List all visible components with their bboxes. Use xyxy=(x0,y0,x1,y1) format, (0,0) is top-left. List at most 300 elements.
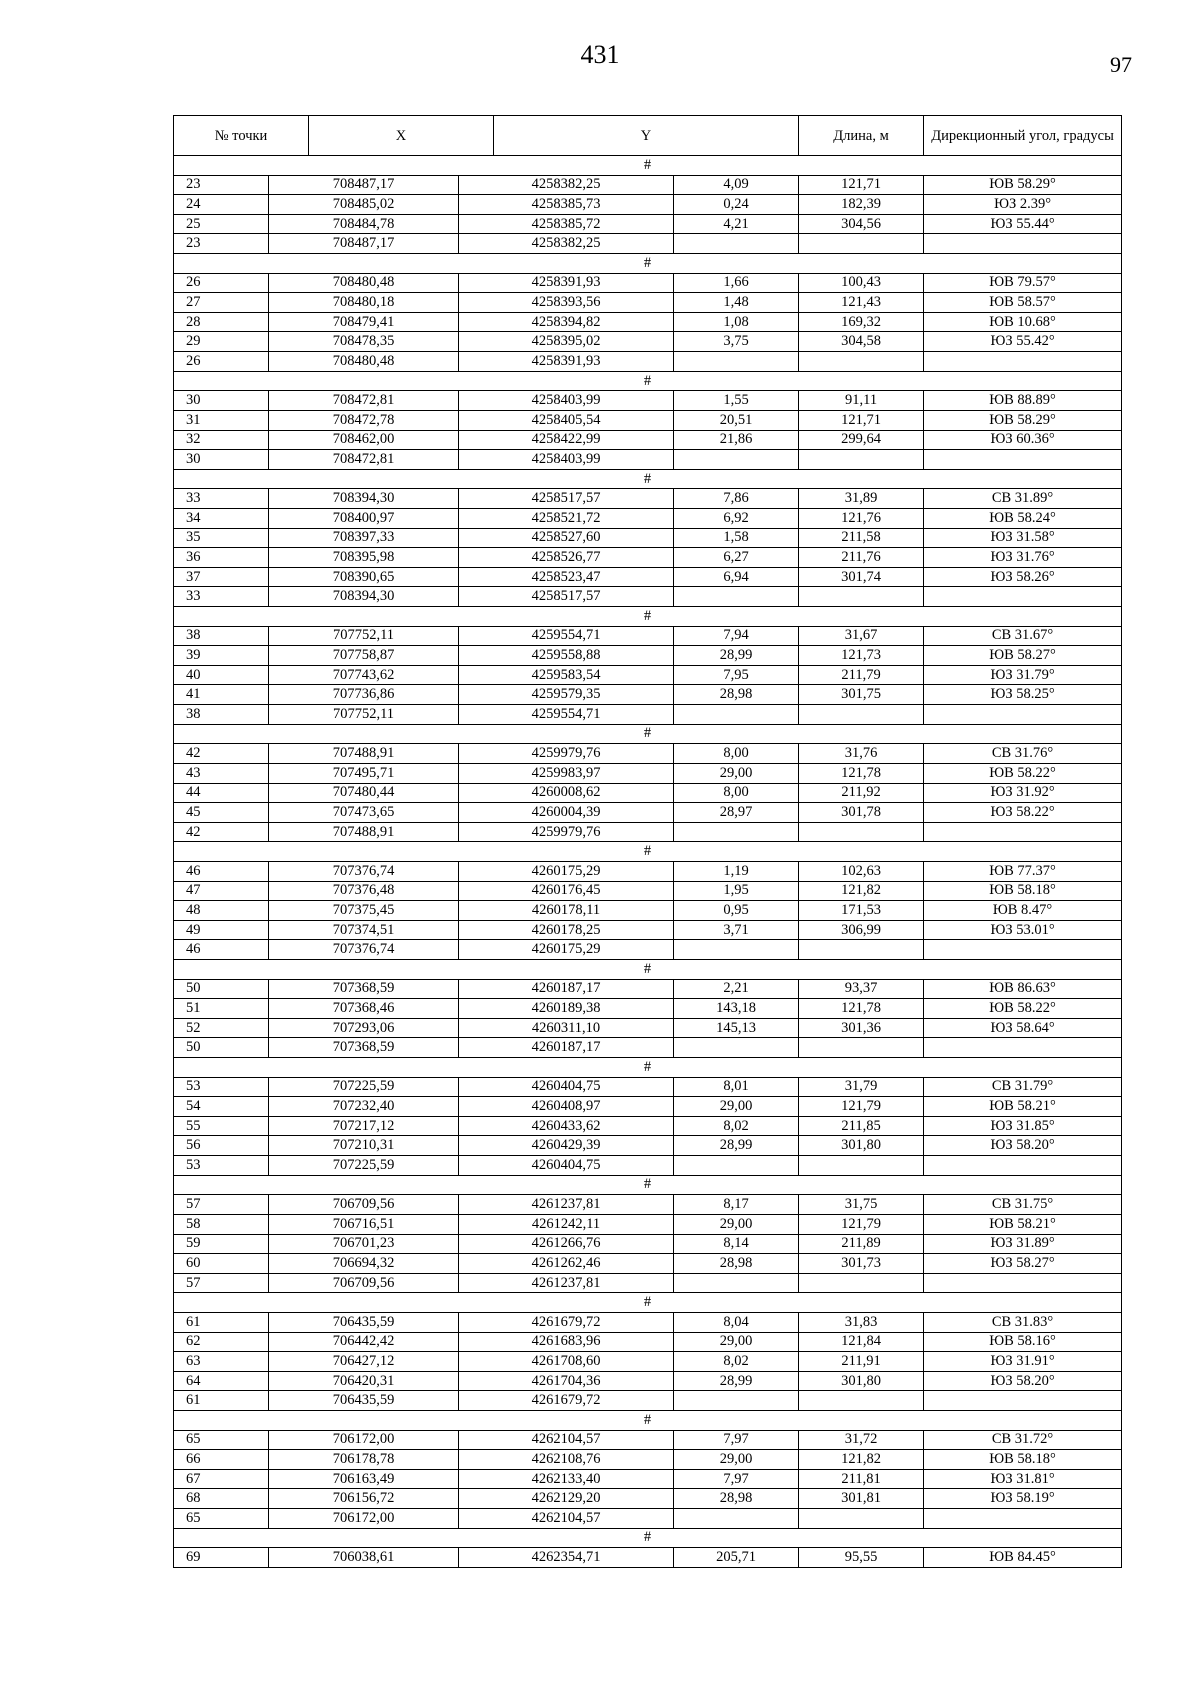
table-row xyxy=(174,1352,1122,1372)
cell-x: 708472,81 xyxy=(269,391,459,411)
cell-point: 28 xyxy=(174,312,269,332)
cell-angle: 211,85 xyxy=(799,1116,924,1136)
cell-bearing: ЮЗ 58.19° xyxy=(924,1489,1122,1509)
cell-angle: 121,84 xyxy=(799,1332,924,1352)
cell-point: 49 xyxy=(174,920,269,940)
table-row xyxy=(174,528,1122,548)
cell-y: 4258391,93 xyxy=(459,352,674,372)
cell-bearing xyxy=(924,1391,1122,1411)
cell-x: 708400,97 xyxy=(269,508,459,528)
cell-point: 53 xyxy=(174,1156,269,1176)
cell-bearing xyxy=(924,940,1122,960)
cell-angle xyxy=(799,234,924,254)
cell-y: 4259579,35 xyxy=(459,685,674,705)
cell-point: 57 xyxy=(174,1195,269,1215)
cell-y: 4262108,76 xyxy=(459,1450,674,1470)
cell-length xyxy=(674,234,799,254)
separator-mark: # xyxy=(174,1293,1122,1313)
cell-length xyxy=(674,822,799,842)
cell-bearing xyxy=(924,587,1122,607)
separator-mark: # xyxy=(174,607,1122,627)
separator-row xyxy=(174,1175,1122,1195)
cell-x: 708395,98 xyxy=(269,548,459,568)
cell-point: 55 xyxy=(174,1116,269,1136)
cell-y: 4260187,17 xyxy=(459,979,674,999)
cell-bearing xyxy=(924,352,1122,372)
cell-bearing: ЮЗ 58.20° xyxy=(924,1136,1122,1156)
cell-y: 4258403,99 xyxy=(459,450,674,470)
cell-bearing: ЮЗ 58.64° xyxy=(924,1018,1122,1038)
table-row xyxy=(174,940,1122,960)
cell-point: 30 xyxy=(174,391,269,411)
cell-x: 707375,45 xyxy=(269,901,459,921)
table-row xyxy=(174,1469,1122,1489)
page-number-top: 431 xyxy=(580,40,620,69)
cell-length: 3,71 xyxy=(674,920,799,940)
cell-bearing: ЮЗ 55.44° xyxy=(924,214,1122,234)
cell-angle: 121,79 xyxy=(799,1214,924,1234)
cell-bearing: СВ 31.67° xyxy=(924,626,1122,646)
cell-angle: 211,81 xyxy=(799,1469,924,1489)
cell-bearing xyxy=(924,705,1122,725)
cell-y: 4258523,47 xyxy=(459,567,674,587)
cell-length: 29,00 xyxy=(674,1450,799,1470)
table-row xyxy=(174,273,1122,293)
cell-point: 31 xyxy=(174,410,269,430)
cell-point: 48 xyxy=(174,901,269,921)
cell-angle: 31,75 xyxy=(799,1195,924,1215)
cell-point: 63 xyxy=(174,1352,269,1372)
cell-angle: 121,78 xyxy=(799,999,924,1019)
cell-bearing xyxy=(924,1509,1122,1529)
cell-bearing: ЮЗ 31.91° xyxy=(924,1352,1122,1372)
separator-row xyxy=(174,469,1122,489)
cell-bearing: ЮЗ 55.42° xyxy=(924,332,1122,352)
cell-point: 41 xyxy=(174,685,269,705)
cell-point: 58 xyxy=(174,1214,269,1234)
cell-y: 4260404,75 xyxy=(459,1077,674,1097)
separator-row xyxy=(174,1058,1122,1078)
cell-point: 26 xyxy=(174,352,269,372)
cell-angle: 93,37 xyxy=(799,979,924,999)
separator-row xyxy=(174,254,1122,274)
cell-y: 4262354,71 xyxy=(459,1548,674,1568)
cell-bearing: ЮЗ 60.36° xyxy=(924,430,1122,450)
cell-bearing: СВ 31.89° xyxy=(924,489,1122,509)
cell-point: 42 xyxy=(174,744,269,764)
cell-y: 4260404,75 xyxy=(459,1156,674,1176)
cell-length: 7,97 xyxy=(674,1469,799,1489)
cell-length: 0,24 xyxy=(674,195,799,215)
table-row xyxy=(174,861,1122,881)
table-row xyxy=(174,665,1122,685)
cell-angle: 121,82 xyxy=(799,881,924,901)
cell-point: 44 xyxy=(174,783,269,803)
separator-mark: # xyxy=(174,156,1122,176)
cell-angle: 182,39 xyxy=(799,195,924,215)
cell-x: 708394,30 xyxy=(269,489,459,509)
table-row xyxy=(174,1332,1122,1352)
cell-length: 0,95 xyxy=(674,901,799,921)
cell-length: 8,14 xyxy=(674,1234,799,1254)
cell-point: 59 xyxy=(174,1234,269,1254)
cell-point: 38 xyxy=(174,705,269,725)
table-row xyxy=(174,430,1122,450)
cell-length: 29,00 xyxy=(674,1214,799,1234)
cell-point: 33 xyxy=(174,489,269,509)
table-row xyxy=(174,1371,1122,1391)
cell-y: 4261679,72 xyxy=(459,1312,674,1332)
cell-y: 4262133,40 xyxy=(459,1469,674,1489)
cell-angle: 301,74 xyxy=(799,567,924,587)
cell-x: 706442,42 xyxy=(269,1332,459,1352)
table-row xyxy=(174,744,1122,764)
cell-x: 707743,62 xyxy=(269,665,459,685)
cell-y: 4258517,57 xyxy=(459,587,674,607)
cell-length: 7,95 xyxy=(674,665,799,685)
cell-x: 708462,00 xyxy=(269,430,459,450)
cell-angle: 121,79 xyxy=(799,1097,924,1117)
cell-y: 4258422,99 xyxy=(459,430,674,450)
cell-x: 708479,41 xyxy=(269,312,459,332)
table-row xyxy=(174,548,1122,568)
cell-point: 68 xyxy=(174,1489,269,1509)
cell-x: 708487,17 xyxy=(269,234,459,254)
cell-point: 32 xyxy=(174,430,269,450)
cell-point: 57 xyxy=(174,1273,269,1293)
cell-length: 29,00 xyxy=(674,1097,799,1117)
cell-angle xyxy=(799,587,924,607)
cell-bearing: СВ 31.72° xyxy=(924,1430,1122,1450)
cell-point: 62 xyxy=(174,1332,269,1352)
table-row xyxy=(174,1254,1122,1274)
cell-y: 4259979,76 xyxy=(459,822,674,842)
separator-mark: # xyxy=(174,1058,1122,1078)
table-row xyxy=(174,489,1122,509)
cell-length: 4,21 xyxy=(674,214,799,234)
separator-row xyxy=(174,607,1122,627)
cell-y: 4258391,93 xyxy=(459,273,674,293)
cell-point: 54 xyxy=(174,1097,269,1117)
cell-x: 706716,51 xyxy=(269,1214,459,1234)
cell-angle: 31,76 xyxy=(799,744,924,764)
cell-length: 28,98 xyxy=(674,685,799,705)
cell-point: 45 xyxy=(174,803,269,823)
cell-angle: 169,32 xyxy=(799,312,924,332)
cell-length: 21,86 xyxy=(674,430,799,450)
separator-row xyxy=(174,1293,1122,1313)
cell-x: 708472,78 xyxy=(269,410,459,430)
separator-mark: # xyxy=(174,842,1122,862)
separator-mark: # xyxy=(174,1411,1122,1431)
cell-point: 24 xyxy=(174,195,269,215)
cell-y: 4261683,96 xyxy=(459,1332,674,1352)
cell-length xyxy=(674,1156,799,1176)
cell-point: 26 xyxy=(174,273,269,293)
table-row xyxy=(174,920,1122,940)
cell-y: 4258526,77 xyxy=(459,548,674,568)
cell-x: 708480,48 xyxy=(269,352,459,372)
cell-x: 708472,81 xyxy=(269,450,459,470)
cell-point: 64 xyxy=(174,1371,269,1391)
cell-x: 706709,56 xyxy=(269,1195,459,1215)
cell-angle: 31,79 xyxy=(799,1077,924,1097)
cell-y: 4259979,76 xyxy=(459,744,674,764)
cell-point: 46 xyxy=(174,940,269,960)
cell-x: 706435,59 xyxy=(269,1391,459,1411)
separator-mark: # xyxy=(174,469,1122,489)
table-row xyxy=(174,508,1122,528)
cell-y: 4261237,81 xyxy=(459,1195,674,1215)
cell-y: 4261262,46 xyxy=(459,1254,674,1274)
cell-angle xyxy=(799,450,924,470)
cell-bearing: ЮВ 58.24° xyxy=(924,508,1122,528)
cell-y: 4258405,54 xyxy=(459,410,674,430)
cell-bearing: ЮВ 79.57° xyxy=(924,273,1122,293)
cell-length: 8,00 xyxy=(674,783,799,803)
cell-angle: 31,83 xyxy=(799,1312,924,1332)
header-angle: Дирекционный угол, градусы xyxy=(924,116,1122,156)
table-row xyxy=(174,1273,1122,1293)
cell-x: 707374,51 xyxy=(269,920,459,940)
cell-x: 707232,40 xyxy=(269,1097,459,1117)
cell-point: 27 xyxy=(174,293,269,313)
table-row xyxy=(174,999,1122,1019)
cell-y: 4261266,76 xyxy=(459,1234,674,1254)
table-row xyxy=(174,803,1122,823)
cell-angle: 304,58 xyxy=(799,332,924,352)
cell-y: 4261237,81 xyxy=(459,1273,674,1293)
cell-bearing: ЮЗ 58.26° xyxy=(924,567,1122,587)
cell-y: 4258395,02 xyxy=(459,332,674,352)
table-row xyxy=(174,312,1122,332)
cell-x: 707210,31 xyxy=(269,1136,459,1156)
cell-bearing: ЮВ 58.22° xyxy=(924,763,1122,783)
cell-angle: 301,73 xyxy=(799,1254,924,1274)
cell-length: 28,98 xyxy=(674,1489,799,1509)
cell-bearing: ЮВ 88.89° xyxy=(924,391,1122,411)
table-row xyxy=(174,626,1122,646)
cell-length: 6,27 xyxy=(674,548,799,568)
cell-bearing: ЮЗ 31.58° xyxy=(924,528,1122,548)
separator-mark: # xyxy=(174,371,1122,391)
cell-angle xyxy=(799,1273,924,1293)
cell-y: 4259558,88 xyxy=(459,646,674,666)
cell-length xyxy=(674,1391,799,1411)
cell-bearing: ЮЗ 53.01° xyxy=(924,920,1122,940)
cell-x: 708478,35 xyxy=(269,332,459,352)
cell-bearing xyxy=(924,1156,1122,1176)
cell-point: 42 xyxy=(174,822,269,842)
cell-angle xyxy=(799,1038,924,1058)
cell-length: 7,86 xyxy=(674,489,799,509)
cell-angle: 95,55 xyxy=(799,1548,924,1568)
table-row xyxy=(174,1234,1122,1254)
cell-x: 708397,33 xyxy=(269,528,459,548)
cell-x: 708484,78 xyxy=(269,214,459,234)
cell-y: 4260178,25 xyxy=(459,920,674,940)
cell-bearing: ЮВ 58.57° xyxy=(924,293,1122,313)
table-row xyxy=(174,1509,1122,1529)
cell-bearing: ЮВ 58.29° xyxy=(924,175,1122,195)
table-row xyxy=(174,1038,1122,1058)
cell-point: 51 xyxy=(174,999,269,1019)
cell-bearing: ЮВ 77.37° xyxy=(924,861,1122,881)
cell-bearing: ЮВ 8.47° xyxy=(924,901,1122,921)
cell-y: 4262104,57 xyxy=(459,1430,674,1450)
cell-length: 6,92 xyxy=(674,508,799,528)
cell-x: 707495,71 xyxy=(269,763,459,783)
cell-angle xyxy=(799,705,924,725)
cell-bearing: ЮВ 10.68° xyxy=(924,312,1122,332)
table-row xyxy=(174,901,1122,921)
cell-length xyxy=(674,705,799,725)
table-row xyxy=(174,450,1122,470)
cell-length: 205,71 xyxy=(674,1548,799,1568)
cell-length: 1,08 xyxy=(674,312,799,332)
cell-x: 706172,00 xyxy=(269,1430,459,1450)
cell-angle: 301,80 xyxy=(799,1136,924,1156)
cell-x: 707225,59 xyxy=(269,1156,459,1176)
cell-y: 4258517,57 xyxy=(459,489,674,509)
cell-length: 29,00 xyxy=(674,1332,799,1352)
cell-bearing: ЮВ 86.63° xyxy=(924,979,1122,999)
cell-length xyxy=(674,1038,799,1058)
cell-bearing: СВ 31.76° xyxy=(924,744,1122,764)
cell-point: 61 xyxy=(174,1312,269,1332)
header-length: Длина, м xyxy=(799,116,924,156)
cell-length: 1,58 xyxy=(674,528,799,548)
header-x: X xyxy=(309,116,494,156)
cell-x: 706427,12 xyxy=(269,1352,459,1372)
separator-row xyxy=(174,371,1122,391)
cell-point: 65 xyxy=(174,1509,269,1529)
cell-y: 4260178,11 xyxy=(459,901,674,921)
cell-angle xyxy=(799,1509,924,1529)
cell-point: 35 xyxy=(174,528,269,548)
cell-angle: 31,72 xyxy=(799,1430,924,1450)
cell-length: 28,99 xyxy=(674,1371,799,1391)
cell-angle: 121,78 xyxy=(799,763,924,783)
table-row xyxy=(174,214,1122,234)
coordinates-table-body xyxy=(174,116,1122,1568)
cell-x: 707368,59 xyxy=(269,979,459,999)
cell-length: 1,55 xyxy=(674,391,799,411)
cell-length: 28,99 xyxy=(674,646,799,666)
cell-angle: 102,63 xyxy=(799,861,924,881)
cell-x: 706172,00 xyxy=(269,1509,459,1529)
separator-mark: # xyxy=(174,959,1122,979)
cell-point: 36 xyxy=(174,548,269,568)
cell-y: 4258403,99 xyxy=(459,391,674,411)
cell-bearing: ЮЗ 31.92° xyxy=(924,783,1122,803)
cell-bearing: СВ 31.79° xyxy=(924,1077,1122,1097)
cell-x: 707758,87 xyxy=(269,646,459,666)
cell-y: 4260408,97 xyxy=(459,1097,674,1117)
table-row xyxy=(174,1097,1122,1117)
coordinates-table xyxy=(173,115,1122,1568)
cell-angle: 211,58 xyxy=(799,528,924,548)
cell-bearing: ЮЗ 58.20° xyxy=(924,1371,1122,1391)
cell-bearing: ЮВ 58.29° xyxy=(924,410,1122,430)
table-row xyxy=(174,705,1122,725)
cell-x: 708394,30 xyxy=(269,587,459,607)
table-row xyxy=(174,1312,1122,1332)
cell-y: 4260187,17 xyxy=(459,1038,674,1058)
table-row xyxy=(174,391,1122,411)
cell-angle: 121,73 xyxy=(799,646,924,666)
cell-length: 3,75 xyxy=(674,332,799,352)
cell-point: 33 xyxy=(174,587,269,607)
table-row xyxy=(174,1156,1122,1176)
cell-point: 69 xyxy=(174,1548,269,1568)
cell-angle: 31,67 xyxy=(799,626,924,646)
cell-x: 707368,46 xyxy=(269,999,459,1019)
cell-length: 8,00 xyxy=(674,744,799,764)
cell-angle: 121,43 xyxy=(799,293,924,313)
cell-x: 706178,78 xyxy=(269,1450,459,1470)
table-row xyxy=(174,822,1122,842)
cell-x: 707376,48 xyxy=(269,881,459,901)
cell-angle: 211,89 xyxy=(799,1234,924,1254)
cell-length: 6,94 xyxy=(674,567,799,587)
cell-y: 4258385,72 xyxy=(459,214,674,234)
table-row xyxy=(174,234,1122,254)
cell-length xyxy=(674,450,799,470)
cell-bearing: ЮВ 58.21° xyxy=(924,1097,1122,1117)
cell-y: 4261708,60 xyxy=(459,1352,674,1372)
cell-point: 23 xyxy=(174,234,269,254)
separator-mark: # xyxy=(174,1175,1122,1195)
cell-x: 706701,23 xyxy=(269,1234,459,1254)
cell-x: 708480,48 xyxy=(269,273,459,293)
page-number-corner: 97 xyxy=(1110,52,1132,77)
cell-x: 708487,17 xyxy=(269,175,459,195)
cell-length: 28,98 xyxy=(674,1254,799,1274)
cell-angle: 301,80 xyxy=(799,1371,924,1391)
cell-length: 1,48 xyxy=(674,293,799,313)
cell-bearing: ЮВ 58.22° xyxy=(924,999,1122,1019)
cell-angle xyxy=(799,352,924,372)
table-header-row xyxy=(174,116,1122,156)
cell-bearing xyxy=(924,822,1122,842)
table-row xyxy=(174,1548,1122,1568)
cell-angle: 211,76 xyxy=(799,548,924,568)
cell-y: 4258382,25 xyxy=(459,234,674,254)
cell-y: 4261679,72 xyxy=(459,1391,674,1411)
cell-angle: 301,78 xyxy=(799,803,924,823)
cell-x: 706435,59 xyxy=(269,1312,459,1332)
table-row xyxy=(174,1195,1122,1215)
cell-bearing: СВ 31.83° xyxy=(924,1312,1122,1332)
cell-angle: 171,53 xyxy=(799,901,924,921)
cell-bearing: ЮЗ 31.79° xyxy=(924,665,1122,685)
separator-mark: # xyxy=(174,724,1122,744)
cell-point: 38 xyxy=(174,626,269,646)
cell-y: 4258393,56 xyxy=(459,293,674,313)
cell-point: 29 xyxy=(174,332,269,352)
cell-point: 23 xyxy=(174,175,269,195)
table-row xyxy=(174,1489,1122,1509)
cell-y: 4259554,71 xyxy=(459,705,674,725)
cell-point: 39 xyxy=(174,646,269,666)
cell-y: 4262129,20 xyxy=(459,1489,674,1509)
cell-x: 707293,06 xyxy=(269,1018,459,1038)
table-row xyxy=(174,175,1122,195)
cell-x: 707225,59 xyxy=(269,1077,459,1097)
cell-y: 4261704,36 xyxy=(459,1371,674,1391)
separator-row xyxy=(174,1411,1122,1431)
